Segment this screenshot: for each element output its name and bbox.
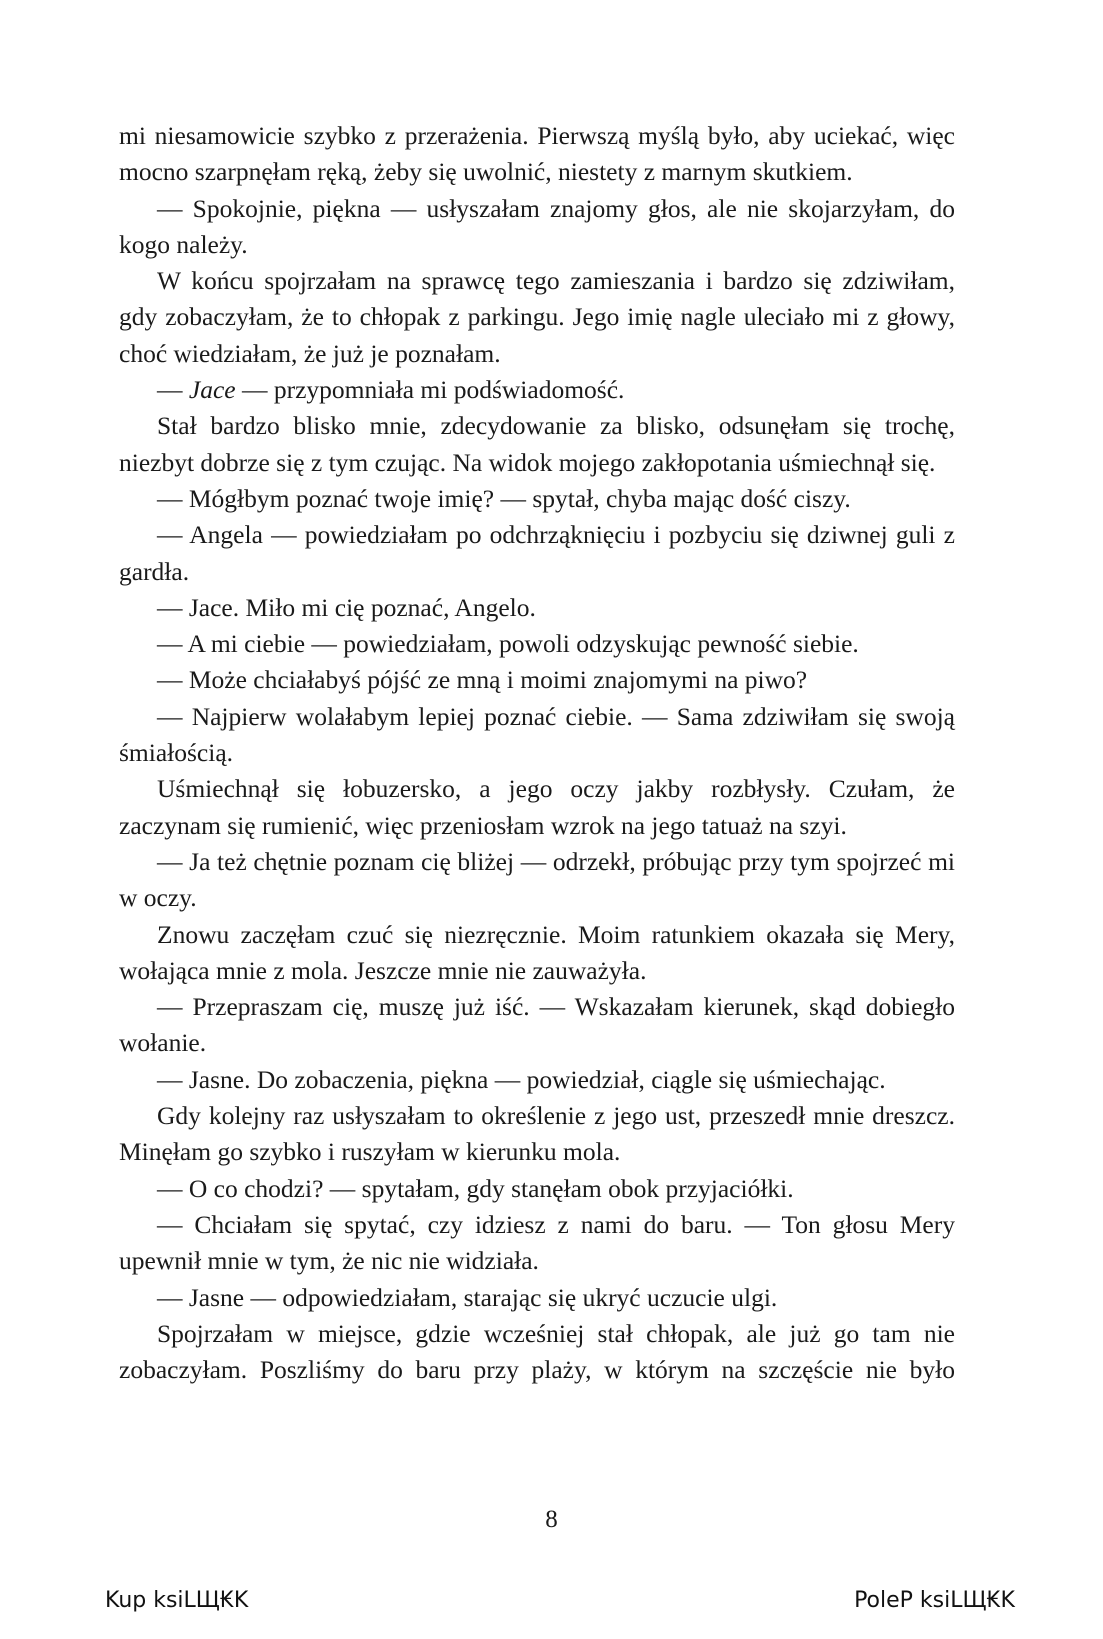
paragraph: — Jace. Miło mi cię poznać, Angelo.	[157, 592, 536, 622]
italic-name: Jace	[188, 375, 236, 405]
paragraph: — A mi ciebie — powiedziałam, powoli odzyskując pewność siebie.	[157, 629, 859, 659]
paragraph: Znowu zaczęłam czuć się niezręcznie. Moim ratunkiem okazała się Mery, wołająca mnie z mola. Jeszcze mnie nie zauważyła.	[119, 919, 955, 985]
paragraph: — Jasne — odpowiedziałam, starając się ukryć uczucie ulgi.	[157, 1282, 778, 1312]
paragraph: — Angela — powiedziałam po odchrząknięciu i pozbyciu się dziwnej guli z gardła.	[119, 520, 955, 586]
paragraph: Stał bardzo blisko mnie, zdecydowanie za blisko, odsunęłam się trochę, niezbyt dobrze się z tym czując. Na widok mojego zakłopotania uśmiechnął się.	[119, 411, 955, 477]
paragraph: Spojrzałam w miejsce, gdzie wcześniej stał chłopak, ale już go tam nie zobaczyłam. Poszliśmy do baru przy plaży, w którym na szczęście nie było	[119, 1318, 955, 1385]
paragraph: — Spokojnie, piękna — usłyszałam znajomy głos, ale nie skojarzyłam, do kogo należy.	[119, 193, 955, 259]
paragraph: — Mógłbym poznać twoje imię? — spytał, chyba mając dość ciszy.	[157, 483, 851, 513]
paragraph: — Najpierw wolałabym lepiej poznać ciebie. — Sama zdziwiłam się swoją śmiałością.	[119, 701, 955, 768]
paragraph: — O co chodzi? — spytałam, gdy stanęłam obok przyjaciółki.	[157, 1173, 794, 1203]
footer-recommend-link[interactable]: PoleP ksiLЩ₭K	[854, 1588, 1015, 1613]
page-number: 8	[545, 1506, 558, 1533]
paragraph: — Jasne. Do zobaczenia, piękna — powiedział, ciągle się uśmiechając.	[157, 1064, 886, 1094]
paragraph: — Przepraszam cię, muszę już iść. — Wskazałam kierunek, skąd dobiegło wołanie.	[119, 992, 955, 1058]
page-body	[119, 118, 955, 1388]
paragraph: Gdy kolejny raz usłyszałam to określenie z jego ust, przeszedł mnie dreszcz. Minęłam go szybko i ruszyłam w kierunku mola.	[119, 1101, 955, 1167]
footer-buy-link[interactable]: Kup ksiLЩ₭K	[105, 1588, 249, 1613]
paragraph: Uśmiechnął się łobuzersko, a jego oczy jakby rozbłysły. Czułam, że zaczynam się rumienić, więc przeniosłam wzrok na jego tatuaż na szyi.	[119, 774, 955, 840]
paragraph: — Ja też chętnie poznam cię bliżej — odrzekł, próbując przy tym spojrzeć mi w oczy.	[119, 846, 955, 913]
paragraph: mi niesamowicie szybko z przerażenia. Pierwszą myślą było, aby uciekać, więc mocno szarpnęłam ręką, żeby się uwolnić, niestety z marnym skutkiem.	[119, 121, 955, 187]
paragraph: — Jace — przypomniała mi podświadomość.	[157, 375, 625, 405]
paragraph: — Chciałam się spytać, czy idziesz z nami do baru. — Ton głosu Mery upewnił mnie w tym, że nic nie widziała.	[119, 1209, 955, 1276]
paragraph: W końcu spojrzałam na sprawcę tego zamieszania i bardzo się zdziwiłam, gdy zobaczyłam, że to chłopak z parkingu. Jego imię nagle uleciało mi z głowy, choć wiedziałam, że już je poznałam.	[119, 266, 955, 368]
paragraph: — Może chciałabyś pójść ze mną i moimi znajomymi na piwo?	[157, 665, 808, 695]
